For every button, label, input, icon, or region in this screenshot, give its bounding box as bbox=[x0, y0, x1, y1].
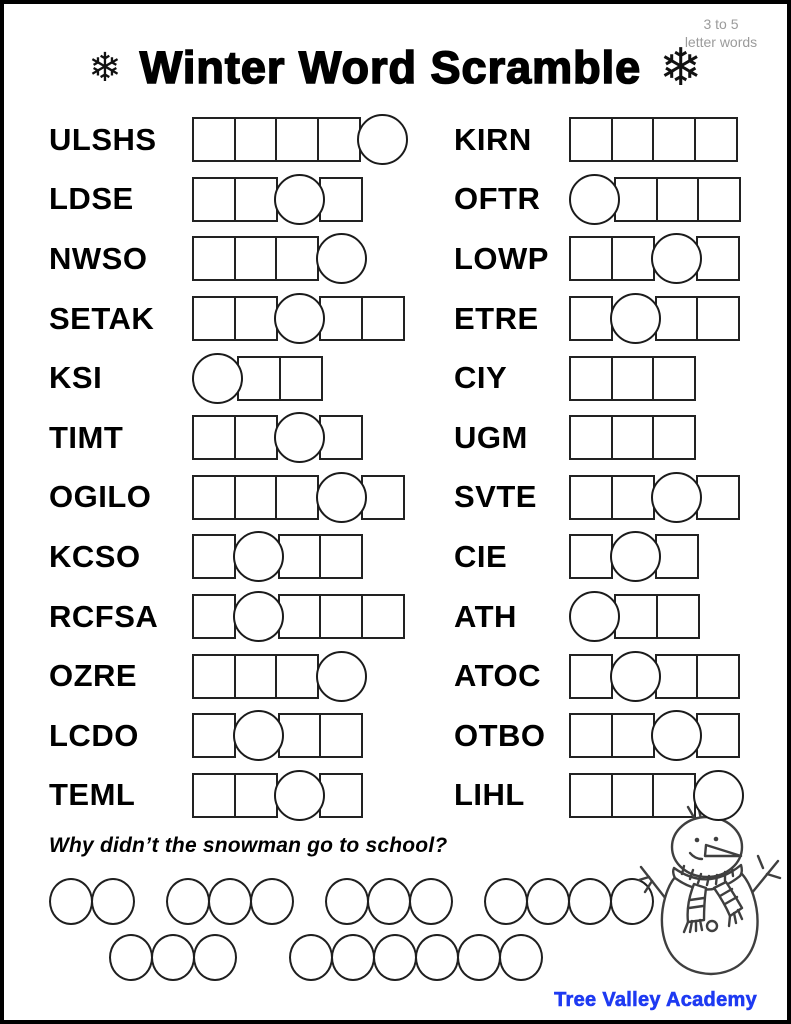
word-row bbox=[49, 766, 434, 826]
letter-box[interactable] bbox=[614, 177, 658, 222]
answer-cells bbox=[569, 356, 696, 401]
letter-box[interactable] bbox=[696, 236, 740, 281]
scrambled-word: NWSO bbox=[49, 240, 148, 276]
answer-cells bbox=[192, 174, 363, 225]
letter-box[interactable] bbox=[361, 594, 405, 639]
letter-box[interactable] bbox=[361, 296, 405, 341]
answer-letter-circle[interactable] bbox=[166, 878, 210, 925]
letter-circle[interactable] bbox=[233, 531, 284, 582]
letter-circle[interactable] bbox=[316, 472, 367, 523]
letter-circle[interactable] bbox=[233, 710, 284, 761]
letter-box[interactable] bbox=[275, 117, 319, 162]
answer-cells bbox=[192, 233, 363, 284]
answer-letter-circle[interactable] bbox=[499, 934, 543, 981]
scrambled-word: LIHL bbox=[454, 777, 525, 813]
letter-box[interactable] bbox=[569, 117, 613, 162]
letter-circle[interactable] bbox=[569, 591, 620, 642]
letter-circle[interactable] bbox=[610, 293, 661, 344]
letter-circle[interactable] bbox=[610, 651, 661, 702]
answer-letter-circle[interactable] bbox=[193, 934, 237, 981]
answer-cells bbox=[192, 710, 363, 761]
word-row bbox=[454, 646, 764, 706]
scrambled-word: LCDO bbox=[49, 717, 139, 753]
letter-box[interactable] bbox=[234, 296, 278, 341]
answer-cells bbox=[192, 353, 323, 404]
answer-letter-circle[interactable] bbox=[415, 934, 459, 981]
word-row bbox=[49, 706, 434, 766]
letter-box[interactable] bbox=[278, 713, 322, 758]
answer-letter-circle[interactable] bbox=[250, 878, 294, 925]
word-row bbox=[49, 646, 434, 706]
word-row bbox=[454, 587, 764, 647]
answer-cells bbox=[569, 415, 696, 460]
snowman-illustration bbox=[636, 804, 786, 989]
letter-circle[interactable] bbox=[233, 591, 284, 642]
letter-circle[interactable] bbox=[693, 770, 744, 821]
scrambled-word: CIE bbox=[454, 538, 508, 574]
word-row bbox=[454, 408, 764, 468]
answer-cells bbox=[192, 293, 405, 344]
answer-cells bbox=[569, 531, 699, 582]
scrambled-word: TEML bbox=[49, 777, 136, 813]
letter-box[interactable] bbox=[317, 117, 361, 162]
scrambled-word: LOWP bbox=[454, 240, 549, 276]
word-row bbox=[49, 468, 434, 528]
letter-box[interactable] bbox=[656, 177, 700, 222]
letter-box[interactable] bbox=[192, 713, 236, 758]
letter-box[interactable] bbox=[275, 475, 319, 520]
subtitle-line2: letter words bbox=[684, 33, 758, 50]
letter-box[interactable] bbox=[611, 713, 655, 758]
answer-cells bbox=[569, 117, 738, 162]
letter-box[interactable] bbox=[192, 534, 236, 579]
subtitle bbox=[681, 16, 761, 51]
letter-box[interactable] bbox=[234, 475, 278, 520]
answer-cells bbox=[569, 233, 740, 284]
word-row bbox=[49, 289, 434, 349]
letter-box[interactable] bbox=[696, 713, 740, 758]
answer-letter-circle[interactable] bbox=[331, 934, 375, 981]
letter-box[interactable] bbox=[569, 773, 613, 818]
letter-box[interactable] bbox=[655, 296, 699, 341]
scrambled-word: TIMT bbox=[49, 419, 124, 455]
header bbox=[4, 32, 787, 104]
word-column-left bbox=[49, 110, 434, 825]
answer-letter-circle[interactable] bbox=[151, 934, 195, 981]
snowflake-icon: ❄ bbox=[659, 39, 703, 97]
answer-cells bbox=[569, 174, 741, 225]
scrambled-word: SETAK bbox=[49, 300, 155, 336]
answer-letter-circle[interactable] bbox=[484, 878, 528, 925]
word-row bbox=[454, 527, 764, 587]
scrambled-word: OZRE bbox=[49, 658, 138, 694]
letter-box[interactable] bbox=[319, 177, 363, 222]
letter-box[interactable] bbox=[192, 236, 236, 281]
letter-circle[interactable] bbox=[610, 531, 661, 582]
letter-box[interactable] bbox=[278, 594, 322, 639]
subtitle-line1: 3 to 5 bbox=[703, 16, 739, 32]
scrambled-word: OGILO bbox=[49, 479, 152, 515]
word-row bbox=[454, 289, 764, 349]
answer-word-group bbox=[49, 878, 135, 925]
letter-box[interactable] bbox=[234, 654, 278, 699]
answer-cells bbox=[569, 591, 700, 642]
scrambled-word: KCSO bbox=[49, 538, 141, 574]
answer-letter-circle[interactable] bbox=[208, 878, 252, 925]
letter-box[interactable] bbox=[279, 356, 323, 401]
word-row bbox=[454, 348, 764, 408]
word-row bbox=[49, 110, 434, 170]
letter-box[interactable] bbox=[652, 415, 696, 460]
letter-box[interactable] bbox=[611, 475, 655, 520]
word-row bbox=[49, 408, 434, 468]
letter-box[interactable] bbox=[275, 236, 319, 281]
answer-cells bbox=[569, 472, 740, 523]
answer-cells bbox=[569, 710, 740, 761]
word-row bbox=[454, 706, 764, 766]
letter-box[interactable] bbox=[234, 236, 278, 281]
letter-box[interactable] bbox=[319, 415, 363, 460]
letter-box[interactable] bbox=[319, 773, 363, 818]
answer-cells bbox=[569, 293, 740, 344]
letter-circle[interactable] bbox=[651, 710, 702, 761]
letter-box[interactable] bbox=[614, 594, 658, 639]
scrambled-word: CIY bbox=[454, 360, 508, 396]
letter-box[interactable] bbox=[569, 296, 613, 341]
word-row bbox=[454, 110, 764, 170]
letter-circle[interactable] bbox=[274, 770, 325, 821]
word-row bbox=[454, 170, 764, 230]
letter-box[interactable] bbox=[655, 534, 699, 579]
letter-box[interactable] bbox=[234, 177, 278, 222]
letter-circle[interactable] bbox=[192, 353, 243, 404]
scrambled-word: OTBO bbox=[454, 717, 546, 753]
letter-box[interactable] bbox=[569, 654, 613, 699]
letter-box[interactable] bbox=[237, 356, 281, 401]
letter-box[interactable] bbox=[319, 713, 363, 758]
letter-box[interactable] bbox=[192, 475, 236, 520]
answer-cells bbox=[192, 770, 363, 821]
scrambled-word: ATOC bbox=[454, 658, 541, 694]
letter-box[interactable] bbox=[192, 177, 236, 222]
answer-letter-circle[interactable] bbox=[457, 934, 501, 981]
letter-box[interactable] bbox=[192, 117, 236, 162]
letter-box[interactable] bbox=[192, 296, 236, 341]
word-row bbox=[454, 468, 764, 528]
letter-box[interactable] bbox=[319, 296, 363, 341]
answer-cells bbox=[192, 412, 363, 463]
letter-box[interactable] bbox=[192, 415, 236, 460]
letter-circle[interactable] bbox=[651, 233, 702, 284]
word-row bbox=[454, 766, 764, 826]
answer-letter-circle[interactable] bbox=[409, 878, 453, 925]
letter-box[interactable] bbox=[694, 117, 738, 162]
answer-letter-circle[interactable] bbox=[373, 934, 417, 981]
answer-word-group bbox=[109, 934, 237, 981]
letter-box[interactable] bbox=[697, 177, 741, 222]
letter-box[interactable] bbox=[234, 773, 278, 818]
word-row bbox=[49, 587, 434, 647]
scrambled-word: UGM bbox=[454, 419, 528, 455]
letter-circle[interactable] bbox=[316, 233, 367, 284]
scrambled-word: ETRE bbox=[454, 300, 539, 336]
letter-box[interactable] bbox=[611, 415, 655, 460]
scrambled-word: ATH bbox=[454, 598, 517, 634]
answer-cells bbox=[192, 651, 363, 702]
word-column-right bbox=[454, 110, 764, 825]
letter-box[interactable] bbox=[361, 475, 405, 520]
letter-box[interactable] bbox=[696, 296, 740, 341]
answer-letter-circle[interactable] bbox=[49, 878, 93, 925]
page-title: Winter Word Scramble bbox=[139, 42, 642, 93]
answer-letter-circle[interactable] bbox=[568, 878, 612, 925]
letter-box[interactable] bbox=[569, 236, 613, 281]
letter-box[interactable] bbox=[611, 117, 655, 162]
answer-word-group bbox=[166, 878, 294, 925]
answer-word-group bbox=[325, 878, 453, 925]
letter-box[interactable] bbox=[611, 356, 655, 401]
answer-letter-circle[interactable] bbox=[526, 878, 570, 925]
letter-box[interactable] bbox=[652, 117, 696, 162]
letter-circle[interactable] bbox=[274, 412, 325, 463]
scrambled-word: OFTR bbox=[454, 181, 541, 217]
answer-letter-circle[interactable] bbox=[91, 878, 135, 925]
answer-cells bbox=[192, 114, 405, 165]
letter-box[interactable] bbox=[569, 534, 613, 579]
answer-letter-circle[interactable] bbox=[367, 878, 411, 925]
scrambled-word: SVTE bbox=[454, 479, 537, 515]
answer-letter-circle[interactable] bbox=[109, 934, 153, 981]
scrambled-word: LDSE bbox=[49, 181, 134, 217]
scrambled-word: KIRN bbox=[454, 121, 532, 157]
letter-box[interactable] bbox=[569, 415, 613, 460]
letter-circle[interactable] bbox=[274, 293, 325, 344]
letter-circle[interactable] bbox=[569, 174, 620, 225]
brand-logo: Tree Valley Academy bbox=[554, 989, 757, 1011]
answer-letter-circle[interactable] bbox=[325, 878, 369, 925]
letter-box[interactable] bbox=[278, 534, 322, 579]
letter-circle[interactable] bbox=[316, 651, 367, 702]
letter-box[interactable] bbox=[569, 356, 613, 401]
letter-box[interactable] bbox=[275, 654, 319, 699]
letter-box[interactable] bbox=[319, 534, 363, 579]
word-row bbox=[49, 170, 434, 230]
letter-box[interactable] bbox=[655, 654, 699, 699]
riddle-answer-row bbox=[49, 878, 654, 925]
answer-cells bbox=[569, 651, 740, 702]
letter-box[interactable] bbox=[192, 773, 236, 818]
word-row bbox=[49, 229, 434, 289]
letter-box[interactable] bbox=[696, 654, 740, 699]
letter-box[interactable] bbox=[611, 236, 655, 281]
letter-box[interactable] bbox=[569, 475, 613, 520]
scrambled-word: ULSHS bbox=[49, 121, 157, 157]
word-row bbox=[454, 229, 764, 289]
letter-box[interactable] bbox=[192, 594, 236, 639]
riddle-question: Why didn’t the snowman go to school? bbox=[49, 834, 448, 857]
scrambled-word: RCFSA bbox=[49, 598, 159, 634]
answer-cells bbox=[192, 531, 363, 582]
answer-word-group bbox=[484, 878, 654, 925]
letter-circle[interactable] bbox=[651, 472, 702, 523]
answer-word-group bbox=[289, 934, 543, 981]
riddle-answer-row bbox=[109, 934, 654, 981]
letter-box[interactable] bbox=[656, 594, 700, 639]
answer-letter-circle[interactable] bbox=[289, 934, 333, 981]
letter-box[interactable] bbox=[319, 594, 363, 639]
letter-box[interactable] bbox=[234, 117, 278, 162]
answer-cells bbox=[192, 591, 405, 642]
letter-circle[interactable] bbox=[357, 114, 408, 165]
answer-cells bbox=[192, 472, 405, 523]
scrambled-word: KSI bbox=[49, 360, 103, 396]
riddle-answer-area bbox=[49, 878, 654, 981]
letter-box[interactable] bbox=[696, 475, 740, 520]
letter-box[interactable] bbox=[192, 654, 236, 699]
letter-box[interactable] bbox=[652, 356, 696, 401]
letter-box[interactable] bbox=[569, 713, 613, 758]
letter-circle[interactable] bbox=[274, 174, 325, 225]
snowflake-icon: ❄ bbox=[88, 46, 122, 90]
word-row bbox=[49, 348, 434, 408]
letter-box[interactable] bbox=[234, 415, 278, 460]
word-row bbox=[49, 527, 434, 587]
